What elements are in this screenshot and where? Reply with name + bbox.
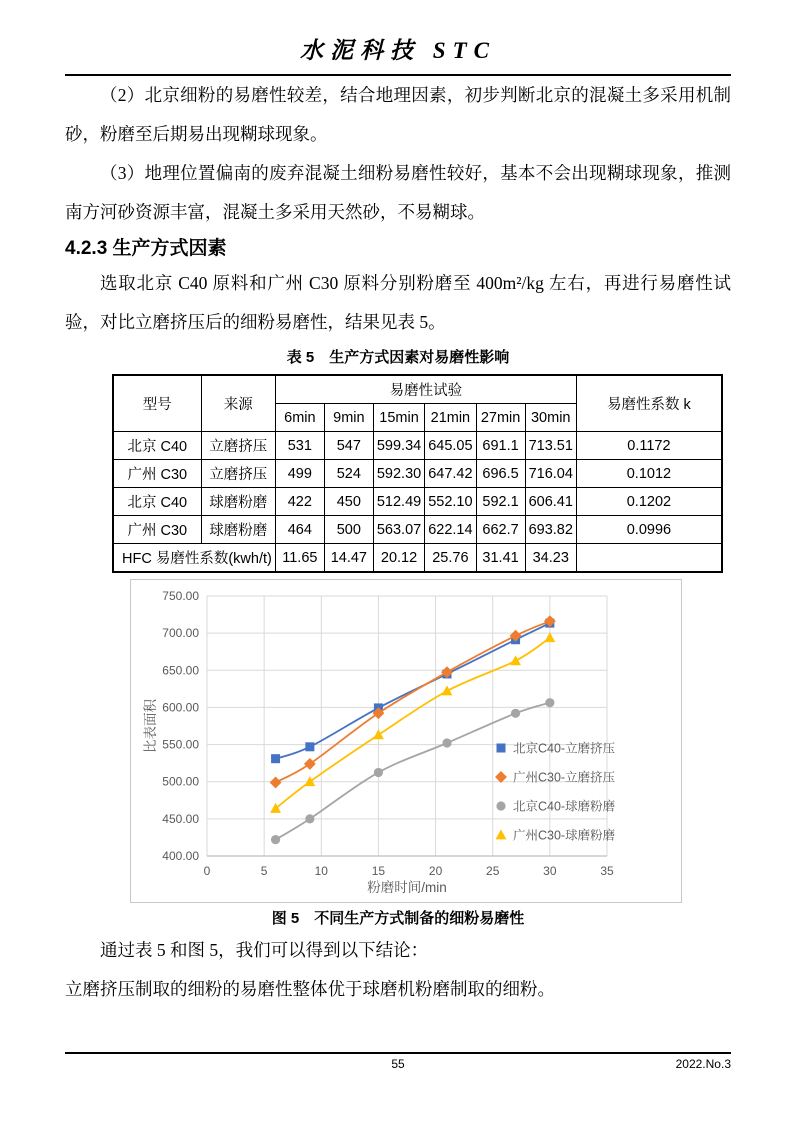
figure-chart <box>130 579 682 903</box>
table-cell-value: 592.30 <box>373 460 424 488</box>
marker-circle <box>374 768 383 777</box>
table-cell-value: 422 <box>275 488 324 516</box>
marker-triangle <box>304 776 315 786</box>
table-cell-value: 592.1 <box>476 488 525 516</box>
page-title: 水泥科技 STC <box>300 38 496 63</box>
y-axis-title: 比表面积 <box>143 699 158 753</box>
table-row <box>113 460 722 488</box>
table-cell-value: 563.07 <box>373 516 424 544</box>
table-caption: 表 5 生产方式因素对易磨性影响 <box>286 349 510 366</box>
marker-diamond <box>495 771 507 783</box>
table-cell-value: 499 <box>275 460 324 488</box>
table-header-time: 9min <box>324 404 373 432</box>
table-cell-value: 599.34 <box>373 432 424 460</box>
marker-circle <box>305 814 314 823</box>
marker-square <box>305 742 314 751</box>
table-header-time: 27min <box>476 404 525 432</box>
table-cell-value: 547 <box>324 432 373 460</box>
marker-circle <box>496 801 505 810</box>
y-tick-label: 750.00 <box>162 589 199 603</box>
table-cell-source: 立磨挤压 <box>201 432 275 460</box>
table-header-source: 来源 <box>201 375 275 432</box>
table-footer-row <box>113 544 722 573</box>
x-tick-label: 30 <box>543 864 557 878</box>
y-tick-label: 650.00 <box>162 663 199 678</box>
table-cell-k: 0.1172 <box>576 432 722 460</box>
marker-triangle <box>510 655 521 665</box>
table-cell-model: 北京 C40 <box>113 432 201 460</box>
table-cell-value: 500 <box>324 516 373 544</box>
table-cell-value: 606.41 <box>525 488 576 516</box>
table-cell-value: 524 <box>324 460 373 488</box>
footer-page-number: 55 <box>391 1057 405 1071</box>
table-cell-k: 0.1012 <box>576 460 722 488</box>
table-row <box>113 432 722 460</box>
paragraph-intro: 选取北京 C40 原料和广州 C30 原料分别粉磨至 400m²/kg 左右，再进行易磨性试验，对比立磨挤压后的细粉易磨性，结果见表 5。 <box>65 273 731 332</box>
table-header-k: 易磨性系数 k <box>576 375 722 432</box>
table-header-time: 21min <box>425 404 476 432</box>
marker-triangle <box>373 729 384 739</box>
y-tick-label: 400.00 <box>162 849 199 863</box>
marker-triangle <box>442 685 453 695</box>
table-cell-value: 11.65 <box>275 544 324 573</box>
table-header-time: 30min <box>525 404 576 432</box>
table-row <box>113 488 722 516</box>
table-cell-value: 14.47 <box>324 544 373 573</box>
table-cell-value: 693.82 <box>525 516 576 544</box>
series-line <box>276 638 550 809</box>
series-line <box>276 621 550 782</box>
x-tick-label: 35 <box>600 864 614 878</box>
line-chart <box>131 580 681 902</box>
marker-triangle <box>496 829 507 839</box>
table-cell-value: 645.05 <box>425 432 476 460</box>
legend-label: 北京C40-立磨挤压 <box>513 741 616 756</box>
y-tick-label: 700.00 <box>162 626 199 641</box>
x-axis-title: 粉磨时间/min <box>367 880 447 895</box>
y-tick-label: 500.00 <box>162 774 199 789</box>
x-tick-label: 20 <box>428 864 443 878</box>
legend-label: 广州C30-球磨粉磨 <box>513 828 616 843</box>
paragraph-2: （2）北京细粉的易磨性较差，结合地理因素，初步判断北京的混凝土多采用机制砂，粉磨至后期易出现糊球现象。 <box>65 85 731 144</box>
table-header-model: 型号 <box>113 375 201 432</box>
marker-circle <box>442 738 451 747</box>
table-cell-value: 716.04 <box>525 460 576 488</box>
marker-square <box>497 744 506 753</box>
table-cell-source: 球磨粉磨 <box>201 516 275 544</box>
table-cell-k: 0.1202 <box>576 488 722 516</box>
table-cell-value: 34.23 <box>525 544 576 573</box>
legend-label: 北京C40-球磨粉磨 <box>513 799 616 814</box>
table-cell-hfc-label: HFC 易磨性系数(kwh/t) <box>113 544 275 573</box>
table-row <box>113 516 722 544</box>
table-cell-value: 512.49 <box>373 488 424 516</box>
x-tick-label: 10 <box>314 864 328 878</box>
table-cell-source: 球磨粉磨 <box>201 488 275 516</box>
table-cell-value: 713.51 <box>525 432 576 460</box>
marker-diamond <box>270 777 282 789</box>
table-cell-value: 31.41 <box>476 544 525 573</box>
figure-caption: 图 5 不同生产方式制备的细粉易磨性 <box>271 910 525 927</box>
table-cell-value: 696.5 <box>476 460 525 488</box>
table-cell-value: 622.14 <box>425 516 476 544</box>
paragraph-conclusion-intro: 通过表 5 和图 5，我们可以得到以下结论： <box>100 940 429 960</box>
table-cell-value: 20.12 <box>373 544 424 573</box>
paragraph-3: （3）地理位置偏南的废弃混凝土细粉易磨性较好，基本不会出现糊球现象，推测南方河砂资源丰富，混凝土多采用天然砂，不易糊球。 <box>65 163 731 222</box>
table-cell-empty <box>576 544 722 573</box>
table-cell-source: 立磨挤压 <box>201 460 275 488</box>
table-cell-value: 647.42 <box>425 460 476 488</box>
table-cell-value: 450 <box>324 488 373 516</box>
table-header-row-1 <box>113 375 722 404</box>
x-tick-label: 25 <box>486 864 500 878</box>
x-tick-label: 0 <box>203 864 211 878</box>
table-cell-value: 552.10 <box>425 488 476 516</box>
footer-row <box>65 1057 731 1071</box>
footer-rule <box>65 1052 731 1054</box>
marker-square <box>271 754 280 763</box>
y-tick-label: 600.00 <box>162 700 199 715</box>
marker-diamond <box>304 758 316 770</box>
footer-issue: 2022.No.3 <box>675 1057 731 1071</box>
table-cell-value: 531 <box>275 432 324 460</box>
table-header-time: 6min <box>275 404 324 432</box>
table-cell-model: 广州 C30 <box>113 460 201 488</box>
table-cell-value: 662.7 <box>476 516 525 544</box>
table-header-group: 易磨性试验 <box>275 375 576 404</box>
table-cell-value: 25.76 <box>425 544 476 573</box>
table-cell-model: 广州 C30 <box>113 516 201 544</box>
y-tick-label: 450.00 <box>162 811 199 826</box>
x-tick-label: 15 <box>371 864 386 878</box>
table-cell-value: 691.1 <box>476 432 525 460</box>
y-tick-label: 550.00 <box>162 737 199 752</box>
table-cell-model: 北京 C40 <box>113 488 201 516</box>
section-heading: 4.2.3 生产方式因素 <box>65 238 227 259</box>
table-header-time: 15min <box>373 404 424 432</box>
marker-circle <box>271 835 280 844</box>
paragraph-conclusion: 立磨挤压制取的细粉的易磨性整体优于球磨机粉磨制取的细粉。 <box>65 979 555 999</box>
marker-circle <box>545 698 554 707</box>
table-cell-value: 464 <box>275 516 324 544</box>
table-cell-k: 0.0996 <box>576 516 722 544</box>
marker-circle <box>511 709 520 718</box>
page-footer <box>65 1052 731 1071</box>
data-table <box>112 374 723 573</box>
x-tick-label: 5 <box>260 864 268 878</box>
legend-label: 广州C30-立磨挤压 <box>513 770 616 785</box>
